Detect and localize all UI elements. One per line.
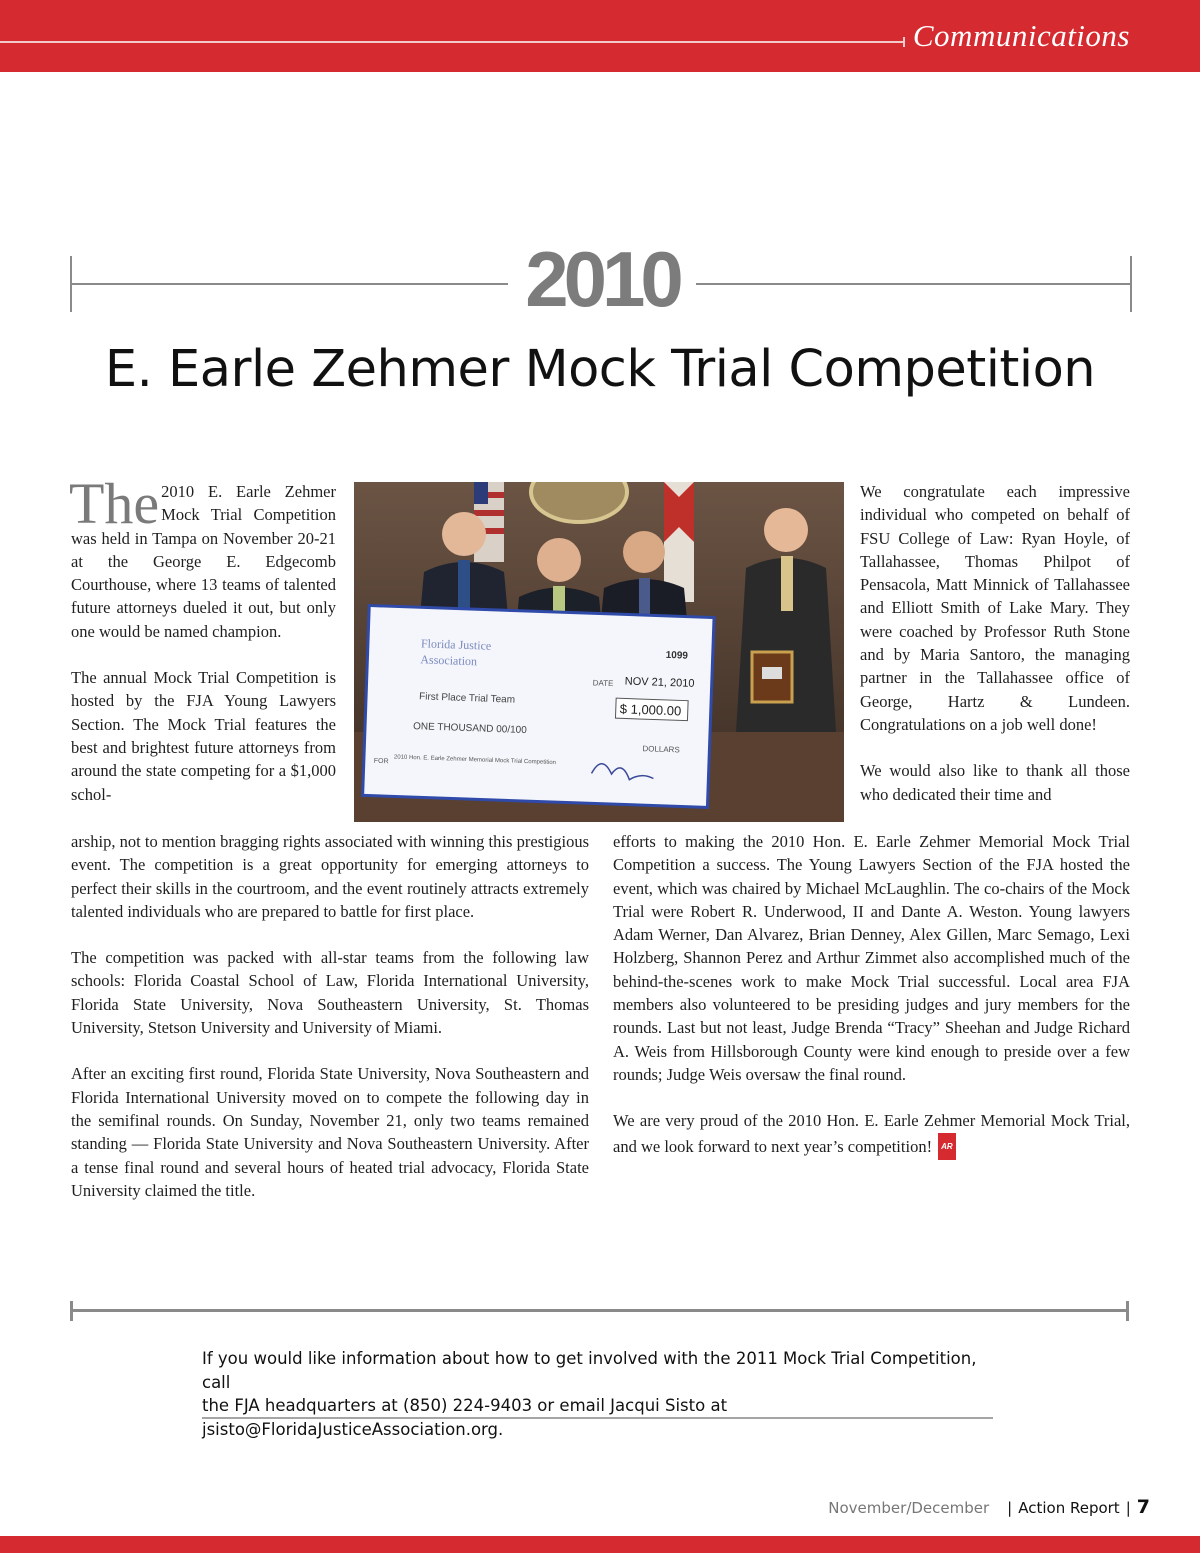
footer-separator: | [1007,1499,1013,1517]
svg-text:FOR: FOR [373,757,389,766]
article-column-left-top [69,471,336,806]
end-mark-logo: AR [938,1133,956,1160]
section-label: Communications [912,18,1130,53]
svg-text:1099: 1099 [665,649,689,662]
svg-text:ONE THOUSAND 00/100: ONE THOUSAND 00/100 [412,721,527,737]
article-paragraph-5: We congratulate each impressive individual who competed on behalf of FSU College of Law: Ryan Hoyle, of Tallahassee, Thomas Philpot of Pensacola, Matt Minnick of Tallahassee and Elliott Smith of Lake Mary. They were coached by Professor Ruth Stone and by Maria Santoro, the managing partner in the Tallahassee office of George, Hartz & Lundeen. Congratulations on a job well done! [860,482,1130,734]
header-rule [0,41,905,43]
headline-title: E. Earle Zehmer Mock Trial Competition [104,340,1096,399]
year-rule-left [72,283,508,285]
article-paragraph-3: The competition was packed with all-star teams from the following law schools: Florida Coastal School of Law, Florida International University, Florida State University, Nova Southeastern University, St. Thomas University, Stetson University and University of Miami. [71,948,589,1038]
article-paragraph-7 [613,1109,1130,1160]
contact-info-rule [202,1417,993,1419]
article-paragraph-6-top: We would also like to thank all those who dedicated their time and [860,761,1130,804]
article-column-left-bottom [71,830,589,1202]
paragraph-7-text: We are very proud of the 2010 Hon. E. Earle Zehmer Memorial Mock Trial, and we look forward to next year’s competition! [613,1111,1130,1156]
award-photo [354,482,844,822]
article-paragraph-1 [69,471,336,643]
page-number: 7 [1136,1496,1150,1518]
headline-year: 2010 [525,235,679,323]
footer-rule [72,1309,1128,1312]
footer-issue: November/December [828,1499,990,1517]
svg-text:DOLLARS: DOLLARS [642,744,680,755]
svg-text:NOV 21, 2010: NOV 21, 2010 [624,675,695,690]
contact-info-line-1: If you would like information about how to get involved with the 2011 Mock Trial Competition, call [202,1349,977,1392]
award-photo-illustration [354,482,844,822]
page-footer [828,1496,1150,1518]
year-rule-cap-right [1130,256,1132,312]
article-paragraph-2-top: The annual Mock Trial Competition is hosted by the FJA Young Lawyers Section. The Mock Trial features the best and brightest future attorneys from around the state competing for a $1,000 schol- [71,668,336,804]
footer-rule-cap-right [1126,1301,1129,1321]
footer-bar [0,1536,1200,1553]
article-column-right-top [860,480,1130,806]
article-paragraph-6-bottom: efforts to making the 2010 Hon. E. Earle Zehmer Memorial Mock Trial Competition a success. The Young Lawyers Section of the FJA hosted the event, which was chaired by Michael McLaughlin. The co-chairs of the Mock Trial were Robert R. Underwood, II and Dante A. Weston. Young lawyers Adam Werner, Dan Alvarez, Brian Denney, Alex Gillen, Marc Semago, Lexi Holzberg, Shannon Perez and Arthur Zimmet also accomplished much of the behind-the-scenes work to make Mock Trial successful. Local area FJA members also volunteered to be presiding judges and jury members for the rounds. Last but not least, Judge Brenda “Tracy” Sheehan and Judge Richard A. Weis from Hillsborough County were kind enough to preside over a few rounds; Judge Weis oversaw the final round. [613,832,1130,1084]
paragraph-1-text: 2010 E. Earle Zehmer Mock Trial Competition was held in Tampa on November 20-21 at the George E. Edgecomb Courthouse, where 13 teams of talented future attorneys dueled it out, but only one would be named champion. [71,482,336,641]
svg-text:Florida Justice: Florida Justice [420,636,492,653]
svg-text:First Place Trial Team: First Place Trial Team [418,691,516,706]
article-paragraph-4: After an exciting first round, Florida State University, Nova Southeastern and Florida International University moved on to compete the following day in the semifinal rounds. On Sunday, November 21, only two teams remained standing — Florida State University and Nova Southeastern University. After a tense final round and several hours of heated trial advocacy, Florida State University claimed the title. [71,1064,589,1200]
dropcap: The [69,471,160,536]
article-paragraph-2-bottom: arship, not to mention bragging rights associated with winning this prestigious event. The competition is a great opportunity for emerging attorneys to perfect their skills in the courtroom, and the event routinely attracts extremely talented individuals who are prepared to battle for first place. [71,832,589,921]
article-column-right-bottom [613,830,1130,1160]
big-check [363,605,714,807]
contact-info-line-2: the FJA headquarters at (850) 224-9403 or email Jacqui Sisto at jsisto@FloridaJusticeAssociation.org. [202,1396,728,1439]
footer-separator: | [1125,1499,1131,1517]
header-rule-end [898,37,905,47]
year-rule-right [696,283,1132,285]
svg-text:Association: Association [420,652,478,669]
footer-publication: Action Report [1018,1499,1120,1517]
svg-text:$ 1,000.00: $ 1,000.00 [619,701,682,719]
svg-text:2010 Hon. E. Earle Zehmer Memo: 2010 Hon. E. Earle Zehmer Memorial Mock Trial Competition [393,754,557,767]
contact-info [202,1347,1002,1441]
svg-text:DATE: DATE [592,678,614,689]
plaque-icon [752,652,792,702]
